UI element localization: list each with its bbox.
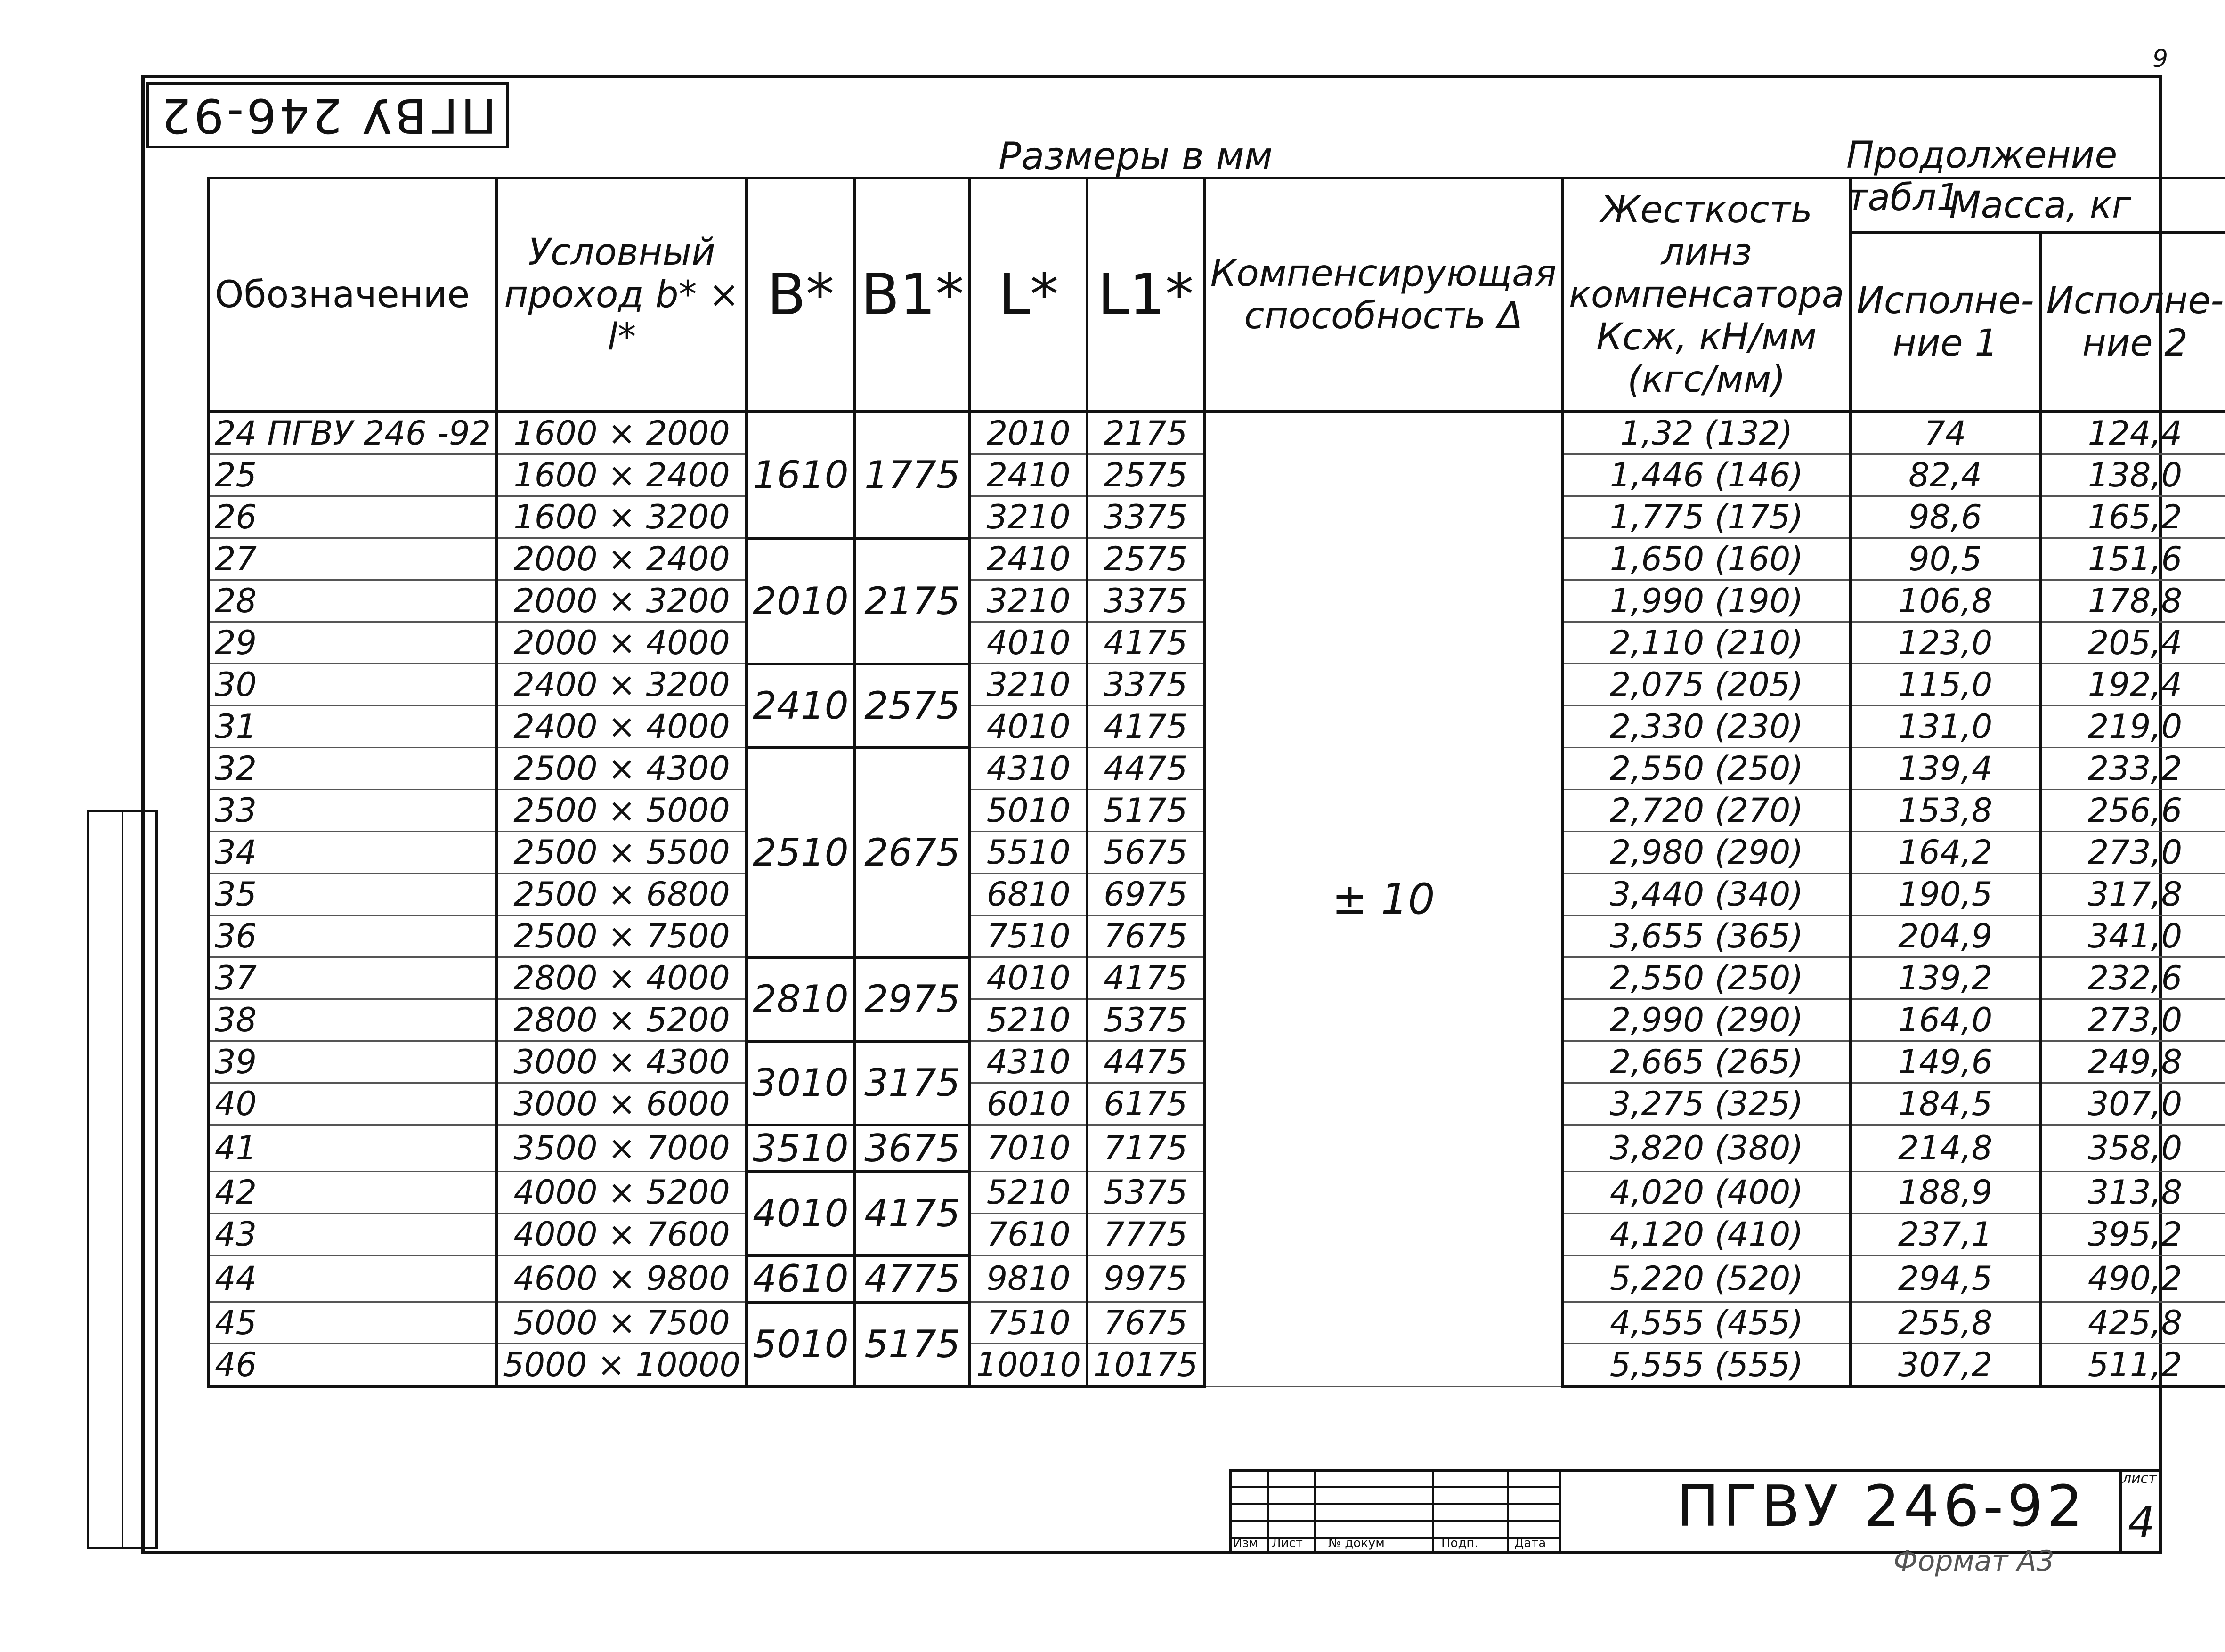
sizes-note: Размеры в мм [999, 134, 1273, 178]
l-cell: 9810 [970, 1255, 1087, 1302]
side-strip-column [123, 812, 155, 1547]
mass2-cell: 178,8 [2040, 580, 2225, 622]
nominal-cell: 2400 × 4000 [497, 706, 747, 748]
l-cell: 5210 [970, 1172, 1087, 1214]
drawing-code: ПГВУ 246-92 [1677, 1474, 2087, 1539]
stiffness-cell: 2,980 (290) [1563, 832, 1851, 874]
designation-cell: 29 [209, 622, 497, 664]
stiffness-cell: 2,720 (270) [1563, 790, 1851, 832]
header-nominal: Условный проход b* × l* [497, 178, 747, 412]
designation-cell: 24 ПГВУ 246 -92 [209, 412, 497, 454]
mass2-cell: 273,0 [2040, 999, 2225, 1041]
stiffness-cell: 3,275 (325) [1563, 1083, 1851, 1125]
sheet-number: 4 [2128, 1498, 2155, 1547]
designation-cell: 31 [209, 706, 497, 748]
l-cell: 4010 [970, 957, 1087, 999]
nominal-cell: 3000 × 6000 [497, 1083, 747, 1125]
stiffness-cell: 4,120 (410) [1563, 1214, 1851, 1255]
designation-cell: 40 [209, 1083, 497, 1125]
stiffness-cell: 1,990 (190) [1563, 580, 1851, 622]
header-b: B* [747, 178, 855, 412]
designation-cell: 32 [209, 748, 497, 790]
continuation-note: Продолжение табл1 [1846, 134, 2118, 219]
stiffness-cell: 4,020 (400) [1563, 1172, 1851, 1214]
b1-cell: 4775 [855, 1255, 970, 1302]
mass1-cell: 190,5 [1851, 874, 2040, 915]
mass2-cell: 313,8 [2040, 1172, 2225, 1214]
l-cell: 7010 [970, 1125, 1087, 1172]
sheet-label: лист [2122, 1470, 2157, 1487]
mass1-cell: 188,9 [1851, 1172, 2040, 1214]
mass1-cell: 153,8 [1851, 790, 2040, 832]
designation-cell: 30 [209, 664, 497, 706]
b-cell: 2810 [747, 957, 855, 1041]
mass1-cell: 294,5 [1851, 1255, 2040, 1302]
l-cell: 4310 [970, 748, 1087, 790]
l1-cell: 9975 [1087, 1255, 1204, 1302]
title-block-caption: № докум [1328, 1536, 1385, 1550]
mass2-cell: 151,6 [2040, 538, 2225, 580]
compensation-cell: ± 10 [1204, 412, 1563, 1386]
mass1-cell: 115,0 [1851, 664, 2040, 706]
grid-line [1507, 1469, 1509, 1554]
l1-cell: 7775 [1087, 1214, 1204, 1255]
header-exec1: Исполне-ние 1 [1851, 233, 2040, 412]
l1-cell: 2575 [1087, 538, 1204, 580]
grid-line [1432, 1469, 1434, 1554]
l-cell: 3210 [970, 580, 1087, 622]
mass1-cell: 90,5 [1851, 538, 2040, 580]
header-designation: Обозначение [209, 178, 497, 412]
header-l1: L1* [1087, 178, 1204, 412]
mass1-cell: 98,6 [1851, 496, 2040, 538]
designation-cell: 43 [209, 1214, 497, 1255]
nominal-cell: 2400 × 3200 [497, 664, 747, 706]
l-cell: 2410 [970, 538, 1087, 580]
header-mass: Масса, кг [1851, 178, 2225, 233]
nominal-cell: 2000 × 2400 [497, 538, 747, 580]
l-cell: 10010 [970, 1344, 1087, 1387]
mass2-cell: 395,2 [2040, 1214, 2225, 1255]
table-row [209, 412, 2225, 454]
nominal-cell: 2500 × 5000 [497, 790, 747, 832]
spec-table [207, 177, 2225, 1388]
designation-cell: 28 [209, 580, 497, 622]
nominal-cell: 2000 × 4000 [497, 622, 747, 664]
l-cell: 4010 [970, 622, 1087, 664]
l1-cell: 4175 [1087, 706, 1204, 748]
mass2-cell: 317,8 [2040, 874, 2225, 915]
mass2-cell: 425,8 [2040, 1302, 2225, 1344]
grid-line [1229, 1486, 1559, 1488]
l1-cell: 3375 [1087, 580, 1204, 622]
side-stamp-strip [87, 810, 158, 1549]
b1-cell: 3175 [855, 1041, 970, 1125]
header-l: L* [970, 178, 1087, 412]
designation-cell: 35 [209, 874, 497, 915]
mass1-cell: 139,2 [1851, 957, 2040, 999]
header-stiffness: Жесткость линз компенсатора Ксж, кН/мм (кгс/мм) [1563, 178, 1851, 412]
b-cell: 3510 [747, 1125, 855, 1172]
mass2-cell: 307,0 [2040, 1083, 2225, 1125]
grid-line [1314, 1469, 1316, 1554]
l1-cell: 4175 [1087, 622, 1204, 664]
mass1-cell: 82,4 [1851, 454, 2040, 496]
mass2-cell: 490,2 [2040, 1255, 2225, 1302]
nominal-cell: 2800 × 5200 [497, 999, 747, 1041]
nominal-cell: 5000 × 10000 [497, 1344, 747, 1387]
nominal-cell: 4600 × 9800 [497, 1255, 747, 1302]
l-cell: 2010 [970, 412, 1087, 454]
mass2-cell: 358,0 [2040, 1125, 2225, 1172]
mass1-cell: 106,8 [1851, 580, 2040, 622]
l1-cell: 5675 [1087, 832, 1204, 874]
grid-line [1267, 1469, 1269, 1554]
l-cell: 5510 [970, 832, 1087, 874]
l1-cell: 7175 [1087, 1125, 1204, 1172]
mass1-cell: 214,8 [1851, 1125, 2040, 1172]
designation-cell: 44 [209, 1255, 497, 1302]
mass1-cell: 255,8 [1851, 1302, 2040, 1344]
nominal-cell: 4000 × 5200 [497, 1172, 747, 1214]
header-b1: B1* [855, 178, 970, 412]
nominal-cell: 2500 × 6800 [497, 874, 747, 915]
stiffness-cell: 2,665 (265) [1563, 1041, 1851, 1083]
mass2-cell: 124,4 [2040, 412, 2225, 454]
nominal-cell: 2800 × 4000 [497, 957, 747, 999]
l1-cell: 5375 [1087, 1172, 1204, 1214]
header-exec2: Исполне-ние 2 [2040, 233, 2225, 412]
l-cell: 7510 [970, 915, 1087, 957]
b1-cell: 2575 [855, 664, 970, 748]
designation-cell: 26 [209, 496, 497, 538]
stiffness-cell: 2,550 (250) [1563, 957, 1851, 999]
nominal-cell: 3500 × 7000 [497, 1125, 747, 1172]
b-cell: 2510 [747, 748, 855, 957]
mass2-cell: 232,6 [2040, 957, 2225, 999]
title-block-caption: Подп. [1441, 1536, 1478, 1550]
mass2-cell: 192,4 [2040, 664, 2225, 706]
title-block-caption: Дата [1514, 1536, 1546, 1550]
l1-cell: 2175 [1087, 412, 1204, 454]
designation-cell: 27 [209, 538, 497, 580]
mass2-cell: 233,2 [2040, 748, 2225, 790]
stiffness-cell: 3,440 (340) [1563, 874, 1851, 915]
grid-line [1229, 1503, 1559, 1505]
mass1-cell: 164,2 [1851, 832, 2040, 874]
b-cell: 4610 [747, 1255, 855, 1302]
b-cell: 1610 [747, 412, 855, 538]
nominal-cell: 4000 × 7600 [497, 1214, 747, 1255]
stiffness-cell: 5,220 (520) [1563, 1255, 1851, 1302]
designation-cell: 25 [209, 454, 497, 496]
nominal-cell: 1600 × 2000 [497, 412, 747, 454]
stiffness-cell: 3,655 (365) [1563, 915, 1851, 957]
mass1-cell: 149,6 [1851, 1041, 2040, 1083]
mass1-cell: 184,5 [1851, 1083, 2040, 1125]
stiffness-cell: 2,330 (230) [1563, 706, 1851, 748]
mass1-cell: 131,0 [1851, 706, 2040, 748]
designation-cell: 33 [209, 790, 497, 832]
designation-cell: 37 [209, 957, 497, 999]
stiffness-cell: 3,820 (380) [1563, 1125, 1851, 1172]
stiffness-cell: 1,32 (132) [1563, 412, 1851, 454]
b1-cell: 3675 [855, 1125, 970, 1172]
nominal-cell: 2000 × 3200 [497, 580, 747, 622]
b1-cell: 1775 [855, 412, 970, 538]
mass2-cell: 165,2 [2040, 496, 2225, 538]
stiffness-cell: 1,650 (160) [1563, 538, 1851, 580]
b-cell: 2010 [747, 538, 855, 664]
l1-cell: 7675 [1087, 1302, 1204, 1344]
stiffness-cell: 2,110 (210) [1563, 622, 1851, 664]
l-cell: 5010 [970, 790, 1087, 832]
l-cell: 2410 [970, 454, 1087, 496]
l-cell: 6010 [970, 1083, 1087, 1125]
b1-cell: 2975 [855, 957, 970, 1041]
b1-cell: 4175 [855, 1172, 970, 1255]
stiffness-cell: 1,775 (175) [1563, 496, 1851, 538]
nominal-cell: 5000 × 7500 [497, 1302, 747, 1344]
l1-cell: 3375 [1087, 496, 1204, 538]
stiffness-cell: 2,990 (290) [1563, 999, 1851, 1041]
mass2-cell: 256,6 [2040, 790, 2225, 832]
mass1-cell: 123,0 [1851, 622, 2040, 664]
designation-cell: 41 [209, 1125, 497, 1172]
nominal-cell: 2500 × 4300 [497, 748, 747, 790]
l-cell: 3210 [970, 664, 1087, 706]
mass2-cell: 249,8 [2040, 1041, 2225, 1083]
top-stamp-text: ПГВУ 246-92 [158, 88, 496, 143]
l-cell: 4010 [970, 706, 1087, 748]
l1-cell: 5175 [1087, 790, 1204, 832]
l-cell: 7610 [970, 1214, 1087, 1255]
b1-cell: 5175 [855, 1302, 970, 1387]
stiffness-cell: 5,555 (555) [1563, 1344, 1851, 1387]
mass2-cell: 205,4 [2040, 622, 2225, 664]
l-cell: 7510 [970, 1302, 1087, 1344]
l1-cell: 7675 [1087, 915, 1204, 957]
nominal-cell: 2500 × 7500 [497, 915, 747, 957]
mass2-cell: 511,2 [2040, 1344, 2225, 1387]
b-cell: 2410 [747, 664, 855, 748]
mass1-cell: 237,1 [1851, 1214, 2040, 1255]
nominal-cell: 1600 × 3200 [497, 496, 747, 538]
format-label: Формат А3 [1893, 1545, 2054, 1578]
l1-cell: 4475 [1087, 748, 1204, 790]
side-strip-column [89, 812, 123, 1547]
l1-cell: 4175 [1087, 957, 1204, 999]
l-cell: 6810 [970, 874, 1087, 915]
b-cell: 5010 [747, 1302, 855, 1387]
designation-cell: 36 [209, 915, 497, 957]
b-cell: 3010 [747, 1041, 855, 1125]
mass2-cell: 138,0 [2040, 454, 2225, 496]
l1-cell: 6175 [1087, 1083, 1204, 1125]
b1-cell: 2675 [855, 748, 970, 957]
nominal-cell: 2500 × 5500 [497, 832, 747, 874]
designation-cell: 46 [209, 1344, 497, 1387]
l1-cell: 4475 [1087, 1041, 1204, 1083]
stiffness-cell: 2,075 (205) [1563, 664, 1851, 706]
stiffness-cell: 4,555 (455) [1563, 1302, 1851, 1344]
l1-cell: 2575 [1087, 454, 1204, 496]
grid-line [1559, 1469, 1561, 1554]
l-cell: 4310 [970, 1041, 1087, 1083]
header-compensation: Компенсирующая способность Δ [1204, 178, 1563, 412]
designation-cell: 38 [209, 999, 497, 1041]
designation-cell: 42 [209, 1172, 497, 1214]
l1-cell: 3375 [1087, 664, 1204, 706]
stiffness-cell: 1,446 (146) [1563, 454, 1851, 496]
b1-cell: 2175 [855, 538, 970, 664]
l1-cell: 6975 [1087, 874, 1204, 915]
mass1-cell: 74 [1851, 412, 2040, 454]
page-number: 9 [2152, 45, 2168, 73]
l-cell: 5210 [970, 999, 1087, 1041]
mass1-cell: 164,0 [1851, 999, 2040, 1041]
designation-cell: 45 [209, 1302, 497, 1344]
grid-line [1229, 1520, 1559, 1522]
l-cell: 3210 [970, 496, 1087, 538]
nominal-cell: 1600 × 2400 [497, 454, 747, 496]
designation-cell: 39 [209, 1041, 497, 1083]
mass1-cell: 204,9 [1851, 915, 2040, 957]
title-block-caption: Лист [1272, 1536, 1303, 1550]
nominal-cell: 3000 × 4300 [497, 1041, 747, 1083]
mass2-cell: 219,0 [2040, 706, 2225, 748]
mass1-cell: 307,2 [1851, 1344, 2040, 1387]
top-stamp [146, 82, 509, 148]
designation-cell: 34 [209, 832, 497, 874]
l1-cell: 5375 [1087, 999, 1204, 1041]
mass2-cell: 273,0 [2040, 832, 2225, 874]
mass2-cell: 341,0 [2040, 915, 2225, 957]
title-block-caption: Изм [1233, 1536, 1258, 1550]
b-cell: 4010 [747, 1172, 855, 1255]
stiffness-cell: 2,550 (250) [1563, 748, 1851, 790]
l1-cell: 10175 [1087, 1344, 1204, 1387]
mass1-cell: 139,4 [1851, 748, 2040, 790]
